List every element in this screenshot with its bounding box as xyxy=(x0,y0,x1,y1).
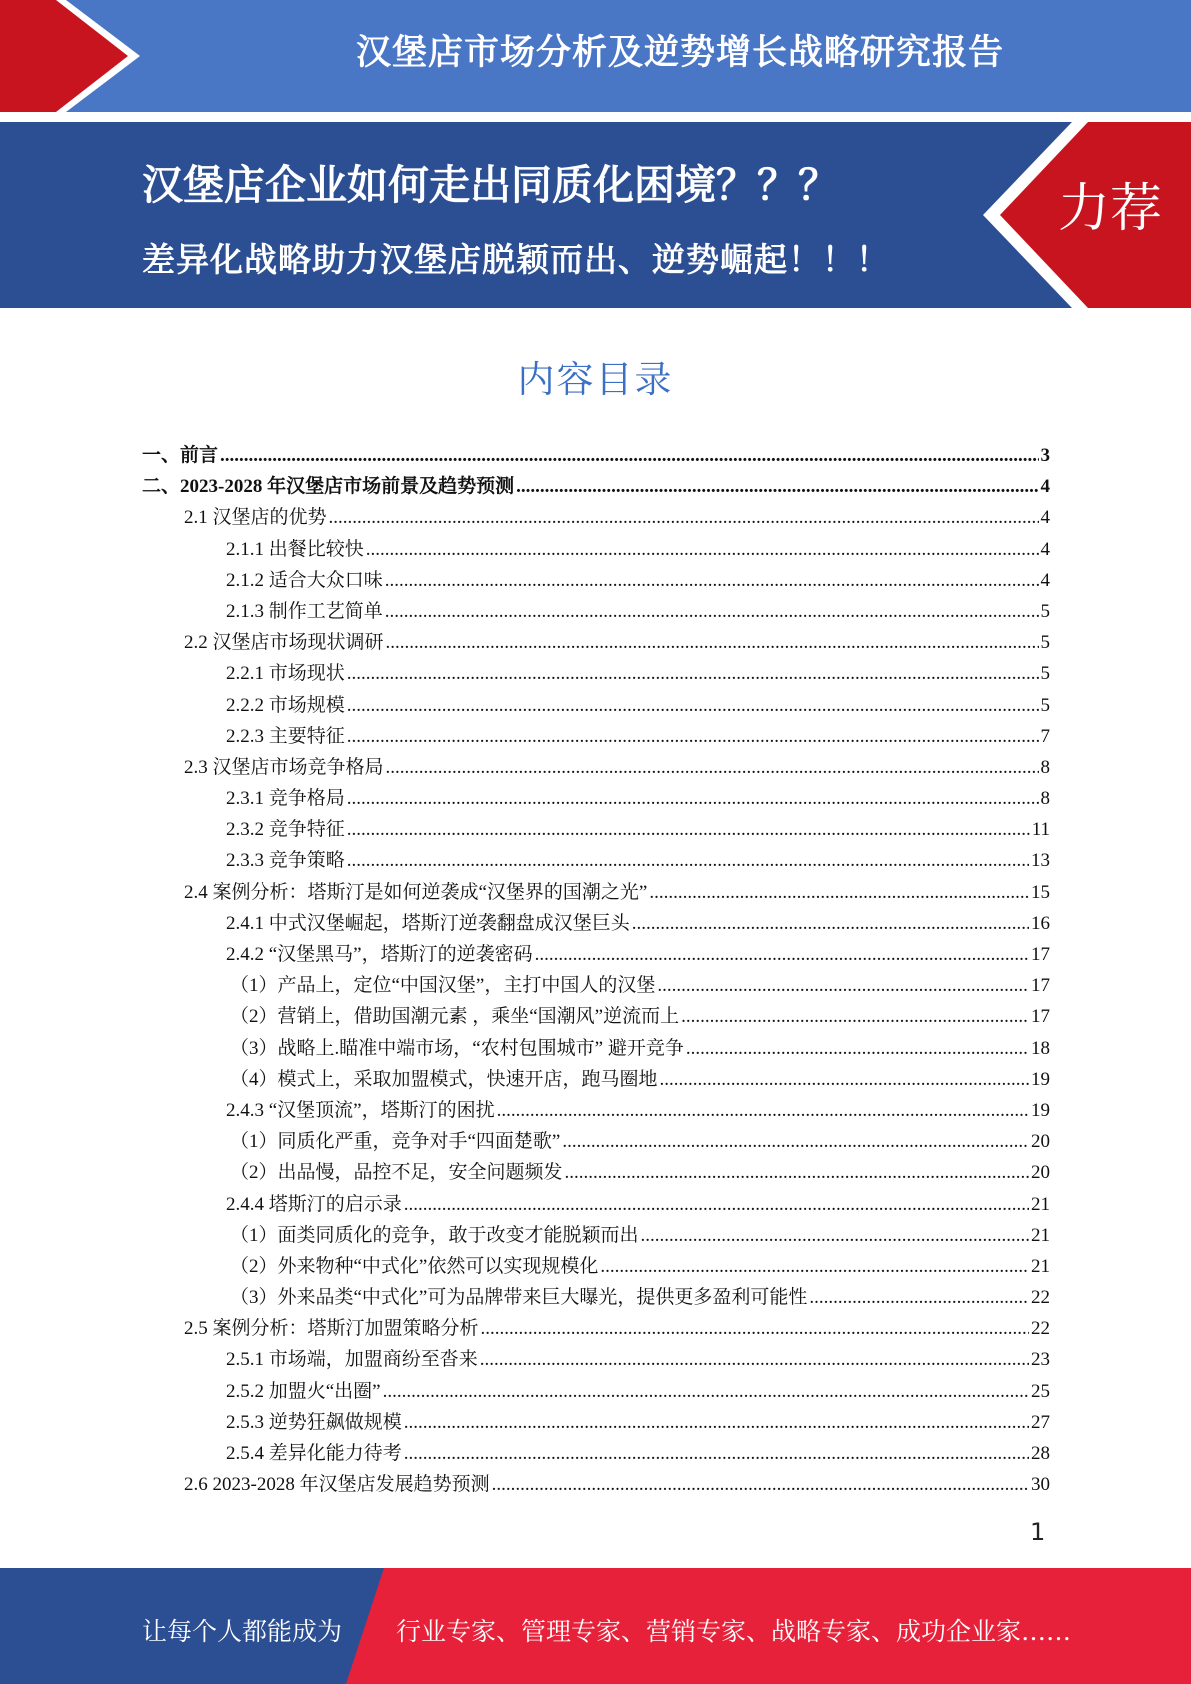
toc-entry-title: 2.1 汉堡店的优势 xyxy=(184,507,327,529)
toc-dot-leader xyxy=(347,814,1030,845)
toc-entry-page: 4 xyxy=(1040,476,1050,498)
toc-entry[interactable] xyxy=(142,1313,1050,1344)
toc-entry-title: （1）产品上，定位“中国汉堡”，主打中国人的汉堡 xyxy=(230,975,656,997)
toc-entry-title: （2）外来物种“中式化”依然可以实现规模化 xyxy=(230,1255,599,1277)
toc-entry-page: 17 xyxy=(1031,1006,1050,1028)
toc-dot-leader xyxy=(481,1313,1029,1344)
toc-entry-page: 21 xyxy=(1031,1193,1050,1215)
toc-dot-leader xyxy=(516,471,1038,502)
toc-entry-page: 21 xyxy=(1031,1255,1050,1277)
toc-entry[interactable] xyxy=(142,908,1050,939)
toc-entry-title: 2.3.3 竞争策略 xyxy=(226,850,345,872)
toc-dot-leader xyxy=(385,565,1039,596)
toc-heading: 内容目录 xyxy=(517,358,674,401)
toc-dot-leader xyxy=(385,596,1039,627)
toc-dot-leader xyxy=(347,845,1029,876)
recommend-badge: 力荐 xyxy=(1058,179,1163,239)
toc-entry-page: 8 xyxy=(1040,756,1050,778)
toc-entry[interactable] xyxy=(142,1095,1050,1126)
toc-dot-leader xyxy=(383,1376,1029,1407)
toc-entry[interactable] xyxy=(142,1220,1050,1251)
toc-dot-leader xyxy=(347,658,1039,689)
toc-dot-leader xyxy=(347,690,1039,721)
toc-entry[interactable] xyxy=(142,565,1050,596)
toc-entry-page: 20 xyxy=(1031,1131,1050,1153)
toc-dot-leader xyxy=(600,1251,1029,1282)
toc-entry[interactable] xyxy=(142,1064,1050,1095)
toc-entry-page: 13 xyxy=(1031,850,1050,872)
toc-entry[interactable] xyxy=(142,721,1050,752)
toc-dot-leader xyxy=(347,783,1039,814)
toc-entry[interactable] xyxy=(142,690,1050,721)
report-title: 汉堡店市场分析及逆势增长战略研究报告 xyxy=(355,33,1004,73)
toc-entry[interactable] xyxy=(142,1033,1050,1064)
toc-entry-title: 2.3 汉堡店市场竞争格局 xyxy=(184,756,384,778)
toc-dot-leader xyxy=(347,721,1039,752)
toc-entry-page: 8 xyxy=(1040,788,1050,810)
toc-entry-title: 2.4.2 “汉堡黑马”，塔斯汀的逆袭密码 xyxy=(226,944,533,965)
toc-entry-title: 2.4.3 “汉堡顶流”，塔斯汀的困扰 xyxy=(226,1099,495,1121)
toc-entry-title: （1）面类同质化的竞争，敢于改变才能脱颖而出 xyxy=(230,1224,639,1246)
toc-entry-title: 2.2.3 主要特征 xyxy=(226,725,345,747)
toc-entry-title: 2.5.2 加盟火“出圈” xyxy=(226,1380,381,1402)
hero-question: 汉堡店企业如何走出同质化困境？？？ xyxy=(142,161,839,209)
toc-entry-title: （3）外来品类“中式化”可为品牌带来巨大曝光，提供更多盈利可能性 xyxy=(230,1287,808,1309)
toc-entry-title: 2.1.2 适合大众口味 xyxy=(226,569,383,591)
toc-entry-title: （2）营销上，借助国潮元素 ，乘坐“国潮风”逆流而上 xyxy=(230,1006,680,1028)
toc-entry-page: 22 xyxy=(1031,1318,1050,1340)
toc-entry[interactable] xyxy=(142,1251,1050,1282)
toc-dot-leader xyxy=(492,1469,1029,1500)
hero-slogan: 差异化战略助力汉堡店脱颖而出、逆势崛起！！！ xyxy=(142,240,890,279)
page-number: 1 xyxy=(1030,1518,1046,1546)
toc-entry[interactable] xyxy=(142,970,1050,1001)
toc-entry-page: 4 xyxy=(1040,569,1050,591)
toc-dot-leader xyxy=(386,752,1039,783)
toc-entry-title: （1）同质化严重，竞争对手“四面楚歌” xyxy=(230,1131,561,1153)
toc-entry-title: 2.2.1 市场现状 xyxy=(226,663,345,685)
toc-entry-title: 2.5 案例分析：塔斯汀加盟策略分析 xyxy=(184,1318,479,1340)
toc-entry[interactable] xyxy=(142,440,1050,471)
toc-entry-title: 一、前言 xyxy=(142,445,219,466)
toc-dot-leader xyxy=(565,1157,1029,1188)
toc-entry-page: 19 xyxy=(1031,1099,1050,1121)
toc-dot-leader xyxy=(562,1126,1029,1157)
toc-entry-title: （2）出品慢，品控不足，安全问题频发 xyxy=(230,1162,563,1184)
toc-dot-leader xyxy=(641,1220,1029,1251)
toc-entry-title: 2.6 2023-2028 年汉堡店发展趋势预测 xyxy=(184,1474,490,1496)
toc-entry-page: 23 xyxy=(1031,1349,1050,1371)
toc-entry[interactable] xyxy=(142,1407,1050,1438)
table-of-contents xyxy=(142,440,1050,1500)
toc-entry-page: 28 xyxy=(1031,1443,1050,1464)
toc-entry-page: 22 xyxy=(1031,1287,1050,1309)
toc-entry-title: 2.4 案例分析：塔斯汀是如何逆袭成“汉堡界的国潮之光” xyxy=(184,881,648,903)
toc-entry-page: 7 xyxy=(1040,725,1050,747)
toc-entry-page: 17 xyxy=(1031,975,1050,997)
toc-dot-leader xyxy=(220,440,1038,471)
toc-entry-page: 5 xyxy=(1040,632,1050,654)
toc-entry[interactable] xyxy=(142,1344,1050,1375)
toc-entry-page: 4 xyxy=(1040,538,1050,560)
toc-entry-title: 2.4.1 中式汉堡崛起，塔斯汀逆袭翻盘成汉堡巨头 xyxy=(226,912,630,934)
toc-dot-leader xyxy=(535,939,1029,970)
toc-entry-title: 二、2023-2028 年汉堡店市场前景及趋势预测 xyxy=(142,476,515,498)
toc-entry[interactable] xyxy=(142,1469,1050,1500)
footer-roles: 行业专家、管理专家、营销专家、战略专家、成功企业家…… xyxy=(396,1617,1072,1646)
toc-entry[interactable] xyxy=(142,1001,1050,1032)
toc-entry[interactable] xyxy=(142,1376,1050,1407)
toc-entry-page: 11 xyxy=(1031,819,1050,841)
toc-dot-leader xyxy=(657,970,1029,1001)
toc-entry[interactable] xyxy=(142,1157,1050,1188)
toc-entry-title: 2.4.4 塔斯汀的启示录 xyxy=(226,1193,402,1215)
toc-entry[interactable] xyxy=(142,752,1050,783)
toc-entry-page: 3 xyxy=(1040,445,1050,466)
toc-entry-page: 17 xyxy=(1031,944,1050,965)
hero-banner xyxy=(0,122,1191,308)
toc-entry-page: 20 xyxy=(1031,1162,1050,1184)
toc-entry[interactable] xyxy=(142,658,1050,689)
toc-entry-title: 2.5.4 差异化能力待考 xyxy=(226,1443,402,1464)
toc-entry-page: 4 xyxy=(1040,507,1050,529)
toc-dot-leader xyxy=(660,1064,1029,1095)
toc-entry-page: 5 xyxy=(1040,694,1050,716)
toc-entry-title: 2.5.3 逆势狂飙做规模 xyxy=(226,1411,402,1433)
toc-entry-title: 2.1.3 制作工艺简单 xyxy=(226,600,383,622)
toc-entry[interactable] xyxy=(142,1189,1050,1220)
toc-entry-page: 25 xyxy=(1031,1380,1050,1402)
toc-entry-page: 15 xyxy=(1031,881,1050,903)
toc-dot-leader xyxy=(686,1033,1029,1064)
top-banner xyxy=(0,0,1191,112)
toc-entry[interactable] xyxy=(142,877,1050,908)
toc-entry-page: 21 xyxy=(1031,1224,1050,1246)
toc-entry-page: 5 xyxy=(1040,600,1050,622)
toc-entry[interactable] xyxy=(142,596,1050,627)
toc-entry-title: 2.3.1 竞争格局 xyxy=(226,788,345,810)
toc-entry-page: 18 xyxy=(1031,1037,1050,1059)
toc-dot-leader xyxy=(404,1438,1029,1469)
toc-entry-title: 2.2.2 市场规模 xyxy=(226,694,345,716)
toc-entry-title: 2.1.1 出餐比较快 xyxy=(226,538,364,560)
red-arrow-decoration xyxy=(0,0,150,112)
toc-entry[interactable] xyxy=(142,814,1050,845)
toc-entry[interactable] xyxy=(142,471,1050,502)
toc-entry[interactable] xyxy=(142,1282,1050,1313)
toc-entry-title: 2.5.1 市场端，加盟商纷至沓来 xyxy=(226,1349,478,1371)
toc-entry-page: 19 xyxy=(1031,1068,1050,1090)
toc-entry[interactable] xyxy=(142,845,1050,876)
toc-dot-leader xyxy=(480,1344,1029,1375)
toc-entry-title: （4）模式上，采取加盟模式，快速开店，跑马圈地 xyxy=(230,1068,658,1090)
toc-entry-title: 2.3.2 竞争特征 xyxy=(226,819,345,841)
toc-entry[interactable] xyxy=(142,627,1050,658)
toc-dot-leader xyxy=(497,1095,1029,1126)
footer-tagline: 让每个人都能成为 xyxy=(142,1617,343,1646)
toc-entry-page: 30 xyxy=(1031,1474,1050,1496)
toc-dot-leader xyxy=(681,1001,1029,1032)
toc-dot-leader xyxy=(366,534,1039,565)
toc-entry[interactable] xyxy=(142,939,1050,970)
toc-entry[interactable] xyxy=(142,534,1050,565)
toc-dot-leader xyxy=(329,502,1039,533)
toc-entry[interactable] xyxy=(142,502,1050,533)
toc-dot-leader xyxy=(649,877,1029,908)
toc-entry-title: （3）战略上.瞄准中端市场，“农村包围城市” 避开竞争 xyxy=(230,1037,684,1059)
toc-dot-leader xyxy=(809,1282,1029,1313)
toc-entry-title: 2.2 汉堡店市场现状调研 xyxy=(184,632,384,654)
toc-entry-page: 5 xyxy=(1040,663,1050,685)
toc-dot-leader xyxy=(632,908,1029,939)
toc-entry[interactable] xyxy=(142,1126,1050,1157)
toc-dot-leader xyxy=(386,627,1039,658)
toc-entry-page: 27 xyxy=(1031,1411,1050,1433)
toc-entry[interactable] xyxy=(142,1438,1050,1469)
toc-entry[interactable] xyxy=(142,783,1050,814)
toc-dot-leader xyxy=(404,1407,1029,1438)
toc-entry-page: 16 xyxy=(1031,912,1050,934)
toc-dot-leader xyxy=(404,1189,1029,1220)
